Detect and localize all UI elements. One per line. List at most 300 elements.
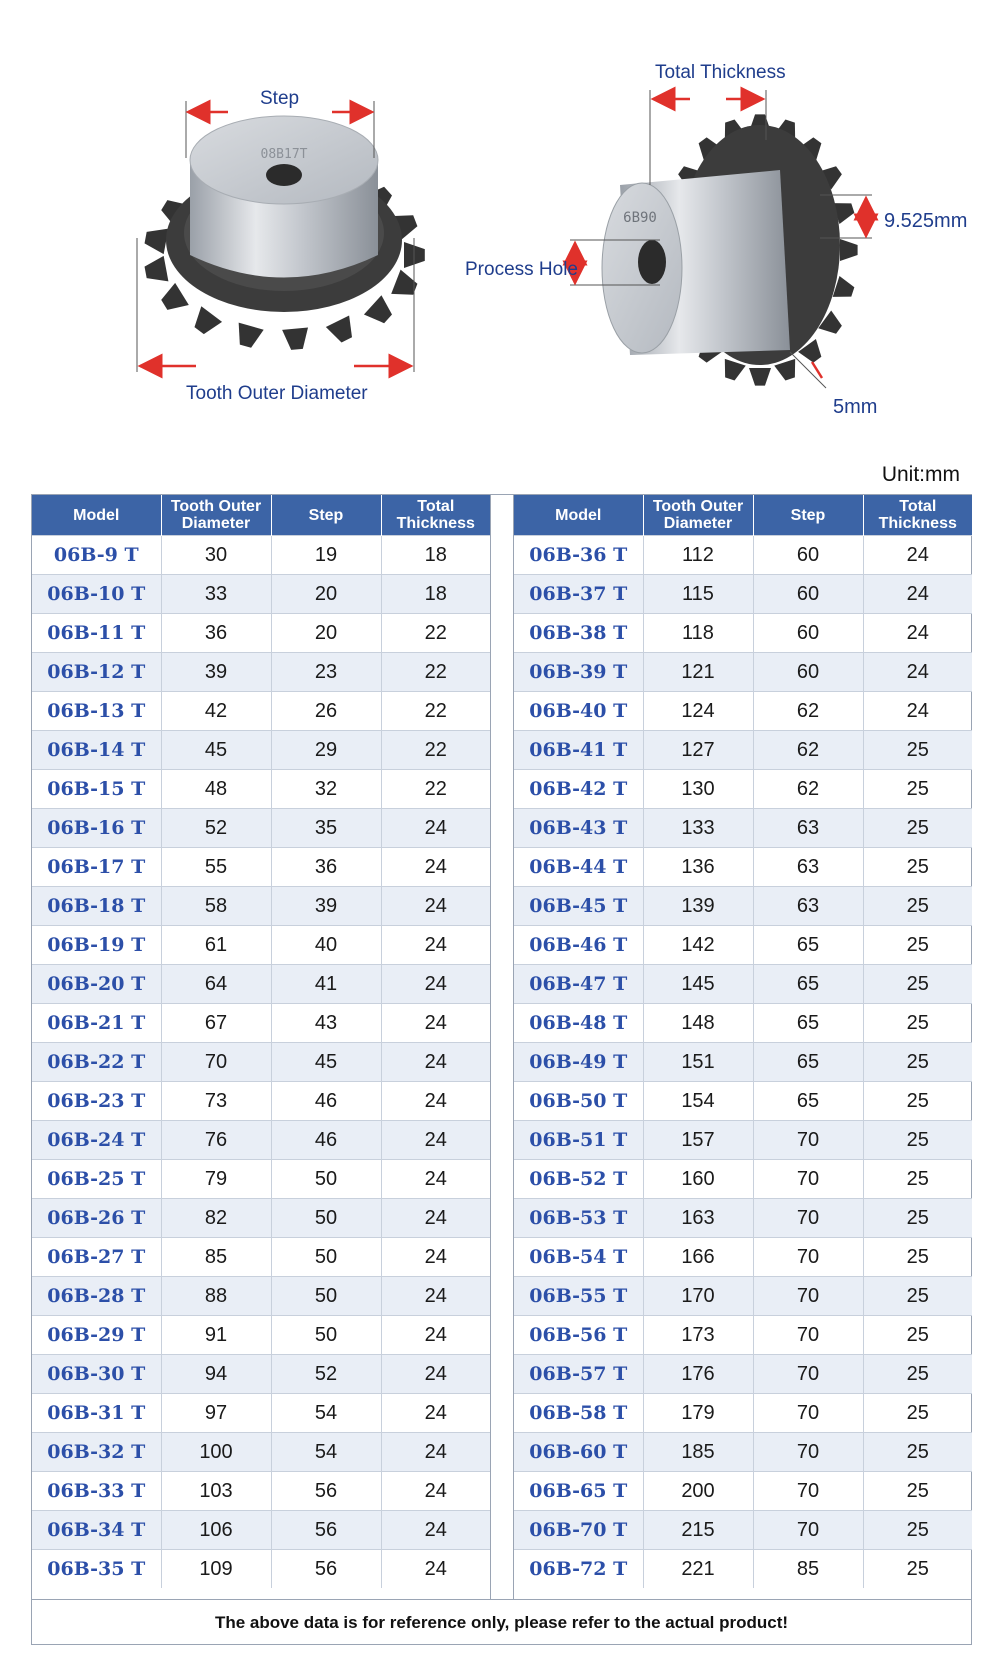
cell-tooth-outer-diameter: 121 bbox=[643, 653, 753, 692]
cell-total-thickness: 25 bbox=[863, 1121, 972, 1160]
cell-step: 63 bbox=[753, 809, 863, 848]
cell-tooth-outer-diameter: 61 bbox=[161, 926, 271, 965]
cell-tooth-outer-diameter: 70 bbox=[161, 1043, 271, 1082]
cell-step: 39 bbox=[271, 887, 381, 926]
cell-model: 06B-12 T bbox=[32, 653, 161, 692]
table-row bbox=[514, 926, 972, 965]
sprocket-tooth bbox=[719, 359, 745, 383]
cell-step: 63 bbox=[753, 887, 863, 926]
cell-model: 06B-16 T bbox=[32, 809, 161, 848]
sprocket-tooth bbox=[749, 368, 771, 386]
table-row bbox=[32, 1082, 490, 1121]
table-row bbox=[32, 575, 490, 614]
cell-tooth-outer-diameter: 112 bbox=[643, 536, 753, 575]
cell-model: 06B-35 T bbox=[32, 1550, 161, 1589]
cell-total-thickness: 25 bbox=[863, 1433, 972, 1472]
total-thickness-label: Total Thickness bbox=[655, 62, 786, 83]
cell-model: 06B-53 T bbox=[514, 1199, 643, 1238]
cell-step: 46 bbox=[271, 1121, 381, 1160]
sprocket-tooth bbox=[391, 270, 420, 302]
header-model: Model bbox=[514, 495, 643, 536]
cell-step: 40 bbox=[271, 926, 381, 965]
cell-total-thickness: 25 bbox=[863, 809, 972, 848]
cell-model: 06B-57 T bbox=[514, 1355, 643, 1394]
sprocket-tooth bbox=[143, 225, 168, 254]
cell-tooth-outer-diameter: 154 bbox=[643, 1082, 753, 1121]
table-row bbox=[514, 1433, 972, 1472]
cell-step: 50 bbox=[271, 1277, 381, 1316]
hub-marking-left: 08B17T bbox=[260, 147, 308, 162]
cell-model: 06B-33 T bbox=[32, 1472, 161, 1511]
table-row bbox=[32, 1511, 490, 1550]
table-row bbox=[514, 965, 972, 1004]
cell-tooth-outer-diameter: 133 bbox=[643, 809, 753, 848]
cell-tooth-outer-diameter: 130 bbox=[643, 770, 753, 809]
cell-model: 06B-47 T bbox=[514, 965, 643, 1004]
cell-model: 06B-48 T bbox=[514, 1004, 643, 1043]
cell-tooth-outer-diameter: 221 bbox=[643, 1550, 753, 1589]
cell-step: 54 bbox=[271, 1433, 381, 1472]
cell-tooth-outer-diameter: 48 bbox=[161, 770, 271, 809]
cell-step: 60 bbox=[753, 536, 863, 575]
spec-table-right bbox=[514, 495, 972, 1588]
cell-step: 26 bbox=[271, 692, 381, 731]
table-row bbox=[32, 1472, 490, 1511]
reference-note: The above data is for reference only, please refer to the actual product! bbox=[32, 1599, 971, 1645]
width-dimension-label: 5mm bbox=[833, 396, 878, 418]
cell-tooth-outer-diameter: 166 bbox=[643, 1238, 753, 1277]
cell-step: 56 bbox=[271, 1550, 381, 1589]
cell-model: 06B-27 T bbox=[32, 1238, 161, 1277]
cell-tooth-outer-diameter: 76 bbox=[161, 1121, 271, 1160]
table-row bbox=[32, 731, 490, 770]
cell-model: 06B-21 T bbox=[32, 1004, 161, 1043]
cell-tooth-outer-diameter: 82 bbox=[161, 1199, 271, 1238]
pitch-dimension-label: 9.525mm bbox=[884, 210, 968, 232]
sprocket-tooth bbox=[840, 239, 858, 261]
cell-total-thickness: 24 bbox=[863, 692, 972, 731]
cell-tooth-outer-diameter: 151 bbox=[643, 1043, 753, 1082]
spec-table bbox=[31, 494, 972, 1645]
cell-total-thickness: 24 bbox=[863, 614, 972, 653]
table-row bbox=[514, 1316, 972, 1355]
cell-total-thickness: 25 bbox=[863, 1199, 972, 1238]
cell-total-thickness: 25 bbox=[863, 1277, 972, 1316]
cell-model: 06B-11 T bbox=[32, 614, 161, 653]
table-row bbox=[514, 1355, 972, 1394]
cell-tooth-outer-diameter: 73 bbox=[161, 1082, 271, 1121]
cell-total-thickness: 24 bbox=[381, 848, 490, 887]
cell-model: 06B-37 T bbox=[514, 575, 643, 614]
cell-tooth-outer-diameter: 42 bbox=[161, 692, 271, 731]
cell-total-thickness: 24 bbox=[863, 575, 972, 614]
cell-step: 50 bbox=[271, 1238, 381, 1277]
cell-step: 20 bbox=[271, 614, 381, 653]
cell-tooth-outer-diameter: 55 bbox=[161, 848, 271, 887]
sprocket-tooth bbox=[189, 306, 222, 338]
table-divider bbox=[490, 495, 514, 1600]
cell-tooth-outer-diameter: 163 bbox=[643, 1199, 753, 1238]
cell-total-thickness: 25 bbox=[863, 848, 972, 887]
cell-model: 06B-23 T bbox=[32, 1082, 161, 1121]
cell-total-thickness: 24 bbox=[381, 887, 490, 926]
cell-total-thickness: 22 bbox=[381, 692, 490, 731]
cell-model: 06B-18 T bbox=[32, 887, 161, 926]
table-row bbox=[514, 770, 972, 809]
table-row bbox=[32, 887, 490, 926]
cell-model: 06B-31 T bbox=[32, 1394, 161, 1433]
header-tooth-outer-diameter: Tooth Outer Diameter bbox=[161, 495, 271, 536]
cell-model: 06B-50 T bbox=[514, 1082, 643, 1121]
cell-model: 06B-9 T bbox=[32, 536, 161, 575]
cell-step: 52 bbox=[271, 1355, 381, 1394]
table-row bbox=[32, 614, 490, 653]
cell-tooth-outer-diameter: 200 bbox=[643, 1472, 753, 1511]
sprocket-illustration bbox=[0, 0, 1000, 440]
cell-model: 06B-65 T bbox=[514, 1472, 643, 1511]
cell-total-thickness: 25 bbox=[863, 1316, 972, 1355]
cell-total-thickness: 25 bbox=[863, 1043, 972, 1082]
cell-model: 06B-24 T bbox=[32, 1121, 161, 1160]
cell-step: 19 bbox=[271, 536, 381, 575]
cell-tooth-outer-diameter: 115 bbox=[643, 575, 753, 614]
cell-total-thickness: 24 bbox=[381, 1277, 490, 1316]
cell-step: 50 bbox=[271, 1316, 381, 1355]
table-row bbox=[514, 731, 972, 770]
cell-tooth-outer-diameter: 124 bbox=[643, 692, 753, 731]
cell-model: 06B-22 T bbox=[32, 1043, 161, 1082]
cell-tooth-outer-diameter: 176 bbox=[643, 1355, 753, 1394]
cell-step: 70 bbox=[753, 1355, 863, 1394]
cell-tooth-outer-diameter: 67 bbox=[161, 1004, 271, 1043]
table-row bbox=[32, 1043, 490, 1082]
cell-step: 70 bbox=[753, 1394, 863, 1433]
cell-step: 41 bbox=[271, 965, 381, 1004]
cell-total-thickness: 22 bbox=[381, 770, 490, 809]
table-row bbox=[514, 653, 972, 692]
cell-tooth-outer-diameter: 136 bbox=[643, 848, 753, 887]
cell-model: 06B-25 T bbox=[32, 1160, 161, 1199]
cell-tooth-outer-diameter: 109 bbox=[161, 1550, 271, 1589]
cell-model: 06B-13 T bbox=[32, 692, 161, 731]
cell-tooth-outer-diameter: 157 bbox=[643, 1121, 753, 1160]
cell-model: 06B-32 T bbox=[32, 1433, 161, 1472]
cell-tooth-outer-diameter: 30 bbox=[161, 536, 271, 575]
cell-model: 06B-45 T bbox=[514, 887, 643, 926]
table-row bbox=[32, 1550, 490, 1589]
table-row bbox=[32, 926, 490, 965]
cell-step: 70 bbox=[753, 1277, 863, 1316]
cell-tooth-outer-diameter: 85 bbox=[161, 1238, 271, 1277]
process-hole-label: Process Hole bbox=[465, 259, 578, 280]
tooth-outer-diameter-label: Tooth Outer Diameter bbox=[186, 383, 368, 404]
sprocket-tooth bbox=[143, 256, 168, 285]
cell-total-thickness: 18 bbox=[381, 575, 490, 614]
cell-step: 50 bbox=[271, 1199, 381, 1238]
cell-tooth-outer-diameter: 170 bbox=[643, 1277, 753, 1316]
cell-model: 06B-46 T bbox=[514, 926, 643, 965]
header-row bbox=[514, 495, 972, 536]
cell-total-thickness: 24 bbox=[381, 1316, 490, 1355]
cell-total-thickness: 24 bbox=[381, 1043, 490, 1082]
cell-tooth-outer-diameter: 97 bbox=[161, 1394, 271, 1433]
table-row bbox=[514, 1472, 972, 1511]
table-row bbox=[514, 809, 972, 848]
cell-model: 06B-40 T bbox=[514, 692, 643, 731]
cell-model: 06B-29 T bbox=[32, 1316, 161, 1355]
cell-step: 54 bbox=[271, 1394, 381, 1433]
table-row bbox=[32, 692, 490, 731]
cell-model: 06B-14 T bbox=[32, 731, 161, 770]
cell-tooth-outer-diameter: 106 bbox=[161, 1511, 271, 1550]
cell-total-thickness: 25 bbox=[863, 1082, 972, 1121]
cell-total-thickness: 24 bbox=[381, 926, 490, 965]
cell-step: 56 bbox=[271, 1472, 381, 1511]
table-row bbox=[32, 1316, 490, 1355]
header-tooth-outer-diameter: Tooth Outer Diameter bbox=[643, 495, 753, 536]
cell-model: 06B-42 T bbox=[514, 770, 643, 809]
cell-total-thickness: 25 bbox=[863, 770, 972, 809]
cell-total-thickness: 24 bbox=[381, 1550, 490, 1589]
table-row bbox=[32, 1355, 490, 1394]
table-row bbox=[514, 692, 972, 731]
sprocket-tooth bbox=[774, 359, 800, 383]
cell-step: 65 bbox=[753, 926, 863, 965]
sprocket-tooth bbox=[364, 295, 397, 328]
cell-total-thickness: 24 bbox=[381, 965, 490, 1004]
cell-total-thickness: 24 bbox=[381, 1433, 490, 1472]
table-row bbox=[32, 653, 490, 692]
cell-total-thickness: 25 bbox=[863, 926, 972, 965]
table-row bbox=[514, 1043, 972, 1082]
table-row bbox=[514, 1277, 972, 1316]
right-sprocket bbox=[602, 114, 858, 385]
spec-table-left bbox=[32, 495, 490, 1588]
cell-step: 60 bbox=[753, 575, 863, 614]
cell-tooth-outer-diameter: 100 bbox=[161, 1433, 271, 1472]
cell-model: 06B-41 T bbox=[514, 731, 643, 770]
cell-tooth-outer-diameter: 36 bbox=[161, 614, 271, 653]
cell-total-thickness: 25 bbox=[863, 1355, 972, 1394]
table-row bbox=[514, 575, 972, 614]
table-row bbox=[32, 1199, 490, 1238]
cell-tooth-outer-diameter: 145 bbox=[643, 965, 753, 1004]
cell-tooth-outer-diameter: 64 bbox=[161, 965, 271, 1004]
table-row bbox=[514, 1004, 972, 1043]
table-row bbox=[514, 1550, 972, 1589]
header-model: Model bbox=[32, 495, 161, 536]
sprocket-tooth bbox=[233, 323, 264, 350]
header-total-thickness: Total Thickness bbox=[863, 495, 972, 536]
table-row bbox=[32, 1004, 490, 1043]
cell-step: 60 bbox=[753, 614, 863, 653]
cell-total-thickness: 24 bbox=[381, 1082, 490, 1121]
table-row bbox=[514, 1199, 972, 1238]
cell-model: 06B-44 T bbox=[514, 848, 643, 887]
cell-total-thickness: 18 bbox=[381, 536, 490, 575]
cell-total-thickness: 22 bbox=[381, 653, 490, 692]
table-row bbox=[32, 1394, 490, 1433]
cell-total-thickness: 24 bbox=[381, 1355, 490, 1394]
table-row bbox=[514, 1121, 972, 1160]
table-row bbox=[514, 1394, 972, 1433]
cell-step: 50 bbox=[271, 1160, 381, 1199]
cell-model: 06B-28 T bbox=[32, 1277, 161, 1316]
cell-model: 06B-54 T bbox=[514, 1238, 643, 1277]
cell-model: 06B-38 T bbox=[514, 614, 643, 653]
cell-tooth-outer-diameter: 179 bbox=[643, 1394, 753, 1433]
sprocket-tooth bbox=[282, 327, 310, 350]
cell-step: 43 bbox=[271, 1004, 381, 1043]
unit-label: Unit:mm bbox=[881, 463, 960, 486]
cell-step: 20 bbox=[271, 575, 381, 614]
cell-step: 62 bbox=[753, 731, 863, 770]
cell-step: 23 bbox=[271, 653, 381, 692]
table-row bbox=[514, 536, 972, 575]
cell-model: 06B-39 T bbox=[514, 653, 643, 692]
table-row bbox=[514, 1511, 972, 1550]
cell-total-thickness: 25 bbox=[863, 1394, 972, 1433]
cell-model: 06B-15 T bbox=[32, 770, 161, 809]
cell-tooth-outer-diameter: 160 bbox=[643, 1160, 753, 1199]
cell-model: 06B-55 T bbox=[514, 1277, 643, 1316]
cell-step: 70 bbox=[753, 1238, 863, 1277]
table-row bbox=[514, 614, 972, 653]
cell-step: 62 bbox=[753, 770, 863, 809]
cell-total-thickness: 25 bbox=[863, 887, 972, 926]
table-row bbox=[32, 965, 490, 1004]
cell-tooth-outer-diameter: 94 bbox=[161, 1355, 271, 1394]
cell-model: 06B-60 T bbox=[514, 1433, 643, 1472]
table-row bbox=[32, 848, 490, 887]
cell-total-thickness: 25 bbox=[863, 1550, 972, 1589]
cell-step: 63 bbox=[753, 848, 863, 887]
cell-tooth-outer-diameter: 185 bbox=[643, 1433, 753, 1472]
cell-tooth-outer-diameter: 39 bbox=[161, 653, 271, 692]
sprocket-tooth bbox=[326, 315, 359, 345]
cell-model: 06B-26 T bbox=[32, 1199, 161, 1238]
header-step: Step bbox=[753, 495, 863, 536]
table-row bbox=[32, 770, 490, 809]
table-row bbox=[32, 536, 490, 575]
cell-step: 70 bbox=[753, 1160, 863, 1199]
cell-step: 29 bbox=[271, 731, 381, 770]
cell-step: 65 bbox=[753, 1082, 863, 1121]
table-row bbox=[32, 1277, 490, 1316]
cell-tooth-outer-diameter: 139 bbox=[643, 887, 753, 926]
table-row bbox=[514, 848, 972, 887]
header-row bbox=[32, 495, 490, 536]
hub-marking-right: 6B90 bbox=[623, 210, 657, 226]
cell-total-thickness: 24 bbox=[381, 1199, 490, 1238]
cell-step: 46 bbox=[271, 1082, 381, 1121]
cell-total-thickness: 24 bbox=[381, 1004, 490, 1043]
cell-model: 06B-72 T bbox=[514, 1550, 643, 1589]
cell-total-thickness: 22 bbox=[381, 614, 490, 653]
cell-total-thickness: 25 bbox=[863, 1238, 972, 1277]
cell-total-thickness: 22 bbox=[381, 731, 490, 770]
cell-model: 06B-51 T bbox=[514, 1121, 643, 1160]
cell-tooth-outer-diameter: 79 bbox=[161, 1160, 271, 1199]
cell-tooth-outer-diameter: 33 bbox=[161, 575, 271, 614]
cell-model: 06B-70 T bbox=[514, 1511, 643, 1550]
cell-model: 06B-58 T bbox=[514, 1394, 643, 1433]
header-total-thickness: Total Thickness bbox=[381, 495, 490, 536]
cell-step: 62 bbox=[753, 692, 863, 731]
sprocket-drawings bbox=[0, 0, 1000, 440]
cell-model: 06B-36 T bbox=[514, 536, 643, 575]
cell-tooth-outer-diameter: 215 bbox=[643, 1511, 753, 1550]
step-label: Step bbox=[260, 88, 300, 109]
cell-step: 36 bbox=[271, 848, 381, 887]
cell-tooth-outer-diameter: 103 bbox=[161, 1472, 271, 1511]
cell-tooth-outer-diameter: 58 bbox=[161, 887, 271, 926]
cell-step: 70 bbox=[753, 1199, 863, 1238]
sprocket-tooth bbox=[157, 283, 188, 316]
cell-tooth-outer-diameter: 173 bbox=[643, 1316, 753, 1355]
cell-tooth-outer-diameter: 45 bbox=[161, 731, 271, 770]
cell-step: 56 bbox=[271, 1511, 381, 1550]
cell-total-thickness: 24 bbox=[381, 1238, 490, 1277]
cell-step: 65 bbox=[753, 965, 863, 1004]
cell-model: 06B-49 T bbox=[514, 1043, 643, 1082]
cell-step: 70 bbox=[753, 1121, 863, 1160]
cell-total-thickness: 25 bbox=[863, 965, 972, 1004]
cell-model: 06B-30 T bbox=[32, 1355, 161, 1394]
cell-step: 85 bbox=[753, 1550, 863, 1589]
table-row bbox=[514, 1238, 972, 1277]
header-step: Step bbox=[271, 495, 381, 536]
cell-total-thickness: 25 bbox=[863, 1472, 972, 1511]
table-row bbox=[32, 1433, 490, 1472]
cell-total-thickness: 24 bbox=[863, 536, 972, 575]
cell-tooth-outer-diameter: 88 bbox=[161, 1277, 271, 1316]
cell-step: 65 bbox=[753, 1043, 863, 1082]
cell-total-thickness: 24 bbox=[381, 1472, 490, 1511]
cell-step: 35 bbox=[271, 809, 381, 848]
cell-total-thickness: 24 bbox=[381, 1394, 490, 1433]
cell-step: 32 bbox=[271, 770, 381, 809]
cell-model: 06B-56 T bbox=[514, 1316, 643, 1355]
table-row bbox=[514, 1160, 972, 1199]
table-row bbox=[32, 1121, 490, 1160]
cell-total-thickness: 24 bbox=[863, 653, 972, 692]
cell-total-thickness: 24 bbox=[381, 1160, 490, 1199]
cell-step: 65 bbox=[753, 1004, 863, 1043]
table-row bbox=[514, 887, 972, 926]
cell-total-thickness: 25 bbox=[863, 1004, 972, 1043]
cell-model: 06B-20 T bbox=[32, 965, 161, 1004]
cell-model: 06B-52 T bbox=[514, 1160, 643, 1199]
cell-step: 45 bbox=[271, 1043, 381, 1082]
cell-total-thickness: 24 bbox=[381, 809, 490, 848]
table-row bbox=[32, 809, 490, 848]
cell-model: 06B-19 T bbox=[32, 926, 161, 965]
cell-tooth-outer-diameter: 142 bbox=[643, 926, 753, 965]
cell-step: 60 bbox=[753, 653, 863, 692]
cell-total-thickness: 25 bbox=[863, 1511, 972, 1550]
table-row bbox=[32, 1160, 490, 1199]
cell-model: 06B-10 T bbox=[32, 575, 161, 614]
cell-tooth-outer-diameter: 52 bbox=[161, 809, 271, 848]
cell-step: 70 bbox=[753, 1433, 863, 1472]
cell-tooth-outer-diameter: 118 bbox=[643, 614, 753, 653]
cell-model: 06B-17 T bbox=[32, 848, 161, 887]
cell-step: 70 bbox=[753, 1316, 863, 1355]
cell-step: 70 bbox=[753, 1472, 863, 1511]
left-sprocket bbox=[143, 116, 425, 351]
cell-model: 06B-34 T bbox=[32, 1511, 161, 1550]
